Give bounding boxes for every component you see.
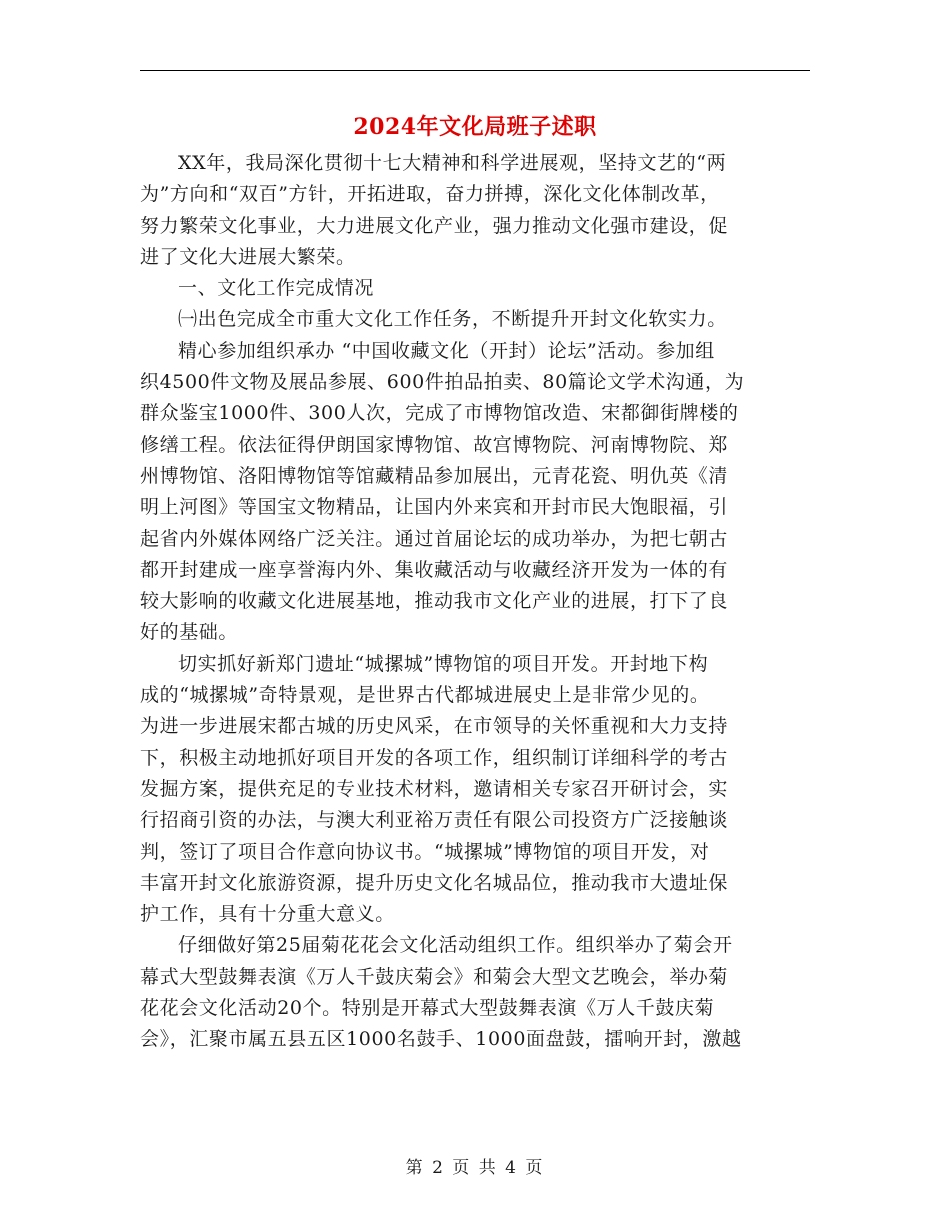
body-paragraph	[140, 273, 810, 304]
text-line: 丰富开封文化旅游资源，提升历史文化名城品位，推动我市大遗址保	[140, 871, 729, 894]
text-line: 精心参加组织承办 “中国收藏文化（开封）论坛”活动。参加组	[178, 339, 715, 362]
text-line: ㈠出色完成全市重大文化工作任务，不断提升开封文化软实力。	[178, 308, 727, 331]
text-line: 仔细做好第25届菊花花会文化活动组织工作。组织举办了菊会开	[178, 934, 733, 957]
header-rule	[140, 70, 810, 71]
text-line: 群众鉴宝1000件、300人次，完成了市博物馆改造、宋都御街牌楼的	[140, 402, 739, 425]
text-line: 明上河图》等国宝文物精品，让国内外来宾和开封市民大饱眼福，引	[140, 496, 729, 519]
text-line: XX年，我局深化贯彻十七大精神和科学进展观，坚持文艺的“两	[178, 152, 727, 174]
text-line: 起省内外媒体网络广泛关注。通过首届论坛的成功举办，为把七朝古	[140, 527, 729, 550]
text-line: 行招商引资的办法，与澳大利亚裕万责任有限公司投资方广泛接触谈	[140, 809, 729, 832]
body-paragraph	[140, 930, 810, 1055]
page-number: 第 2 页 共 4 页	[405, 1158, 545, 1178]
text-line: 好的基础。	[140, 621, 239, 644]
text-line: 花花会文化活动20个。特别是开幕式大型鼓舞表演《万人千鼓庆菊	[140, 997, 715, 1020]
document-title: 2024年文化局班子述职	[353, 114, 597, 140]
document-body	[140, 148, 810, 1056]
body-paragraph	[140, 649, 810, 931]
text-line: 发掘方案，提供充足的专业技术材料，邀请相关专家召开研讨会，实	[140, 777, 729, 800]
text-line: 护工作，具有十分重大意义。	[140, 903, 395, 926]
text-line: 下，积极主动地抓好项目开发的各项工作，组织制订详细科学的考古	[140, 746, 729, 769]
text-line: 织4500件文物及展品参展、600件拍品拍卖、80篇论文学术沟通，为	[140, 371, 745, 394]
body-paragraph	[140, 304, 810, 335]
text-line: 一、文化工作完成情况	[178, 277, 375, 300]
body-paragraph	[140, 336, 810, 649]
text-line: 修缮工程。依法征得伊朗国家博物馆、故宫博物院、河南博物院、郑	[140, 433, 729, 456]
text-line: 幕式大型鼓舞表演《万人千鼓庆菊会》和菊会大型文艺晚会，举办菊	[140, 965, 729, 988]
text-line: 州博物馆、洛阳博物馆等馆藏精品参加展出，元青花瓷、明仇英《清	[140, 464, 729, 487]
text-line: 判，签订了项目合作意向协议书。“城摞城”博物馆的项目开发，对	[140, 840, 710, 863]
text-line: 较大影响的收藏文化进展基地，推动我市文化产业的进展，打下了良	[140, 590, 729, 613]
text-line: 进了文化大进展大繁荣。	[140, 245, 356, 268]
text-line: 为”方向和“双百”方针，开拓进取，奋力拼搏，深化文化体制改革，	[140, 183, 720, 206]
text-line: 成的“城摞城”奇特景观，是世界古代都城进展史上是非常少见的。	[140, 684, 710, 707]
text-line: 为进一步进展宋都古城的历史风采，在市领导的关怀重视和大力支持	[140, 715, 729, 738]
text-line: 努力繁荣文化事业，大力进展文化产业，强力推动文化强市建设，促	[140, 214, 729, 237]
body-paragraph	[140, 148, 810, 273]
text-line: 会》，汇聚市属五县五区1000名鼓手、1000面盘鼓，擂响开封，激越	[140, 1028, 742, 1051]
text-line: 都开封建成一座享誉海内外、集收藏活动与收藏经济开发为一体的有	[140, 558, 729, 581]
text-line: 切实抓好新郑门遗址“城摞城”博物馆的项目开发。开封地下构	[178, 652, 709, 675]
